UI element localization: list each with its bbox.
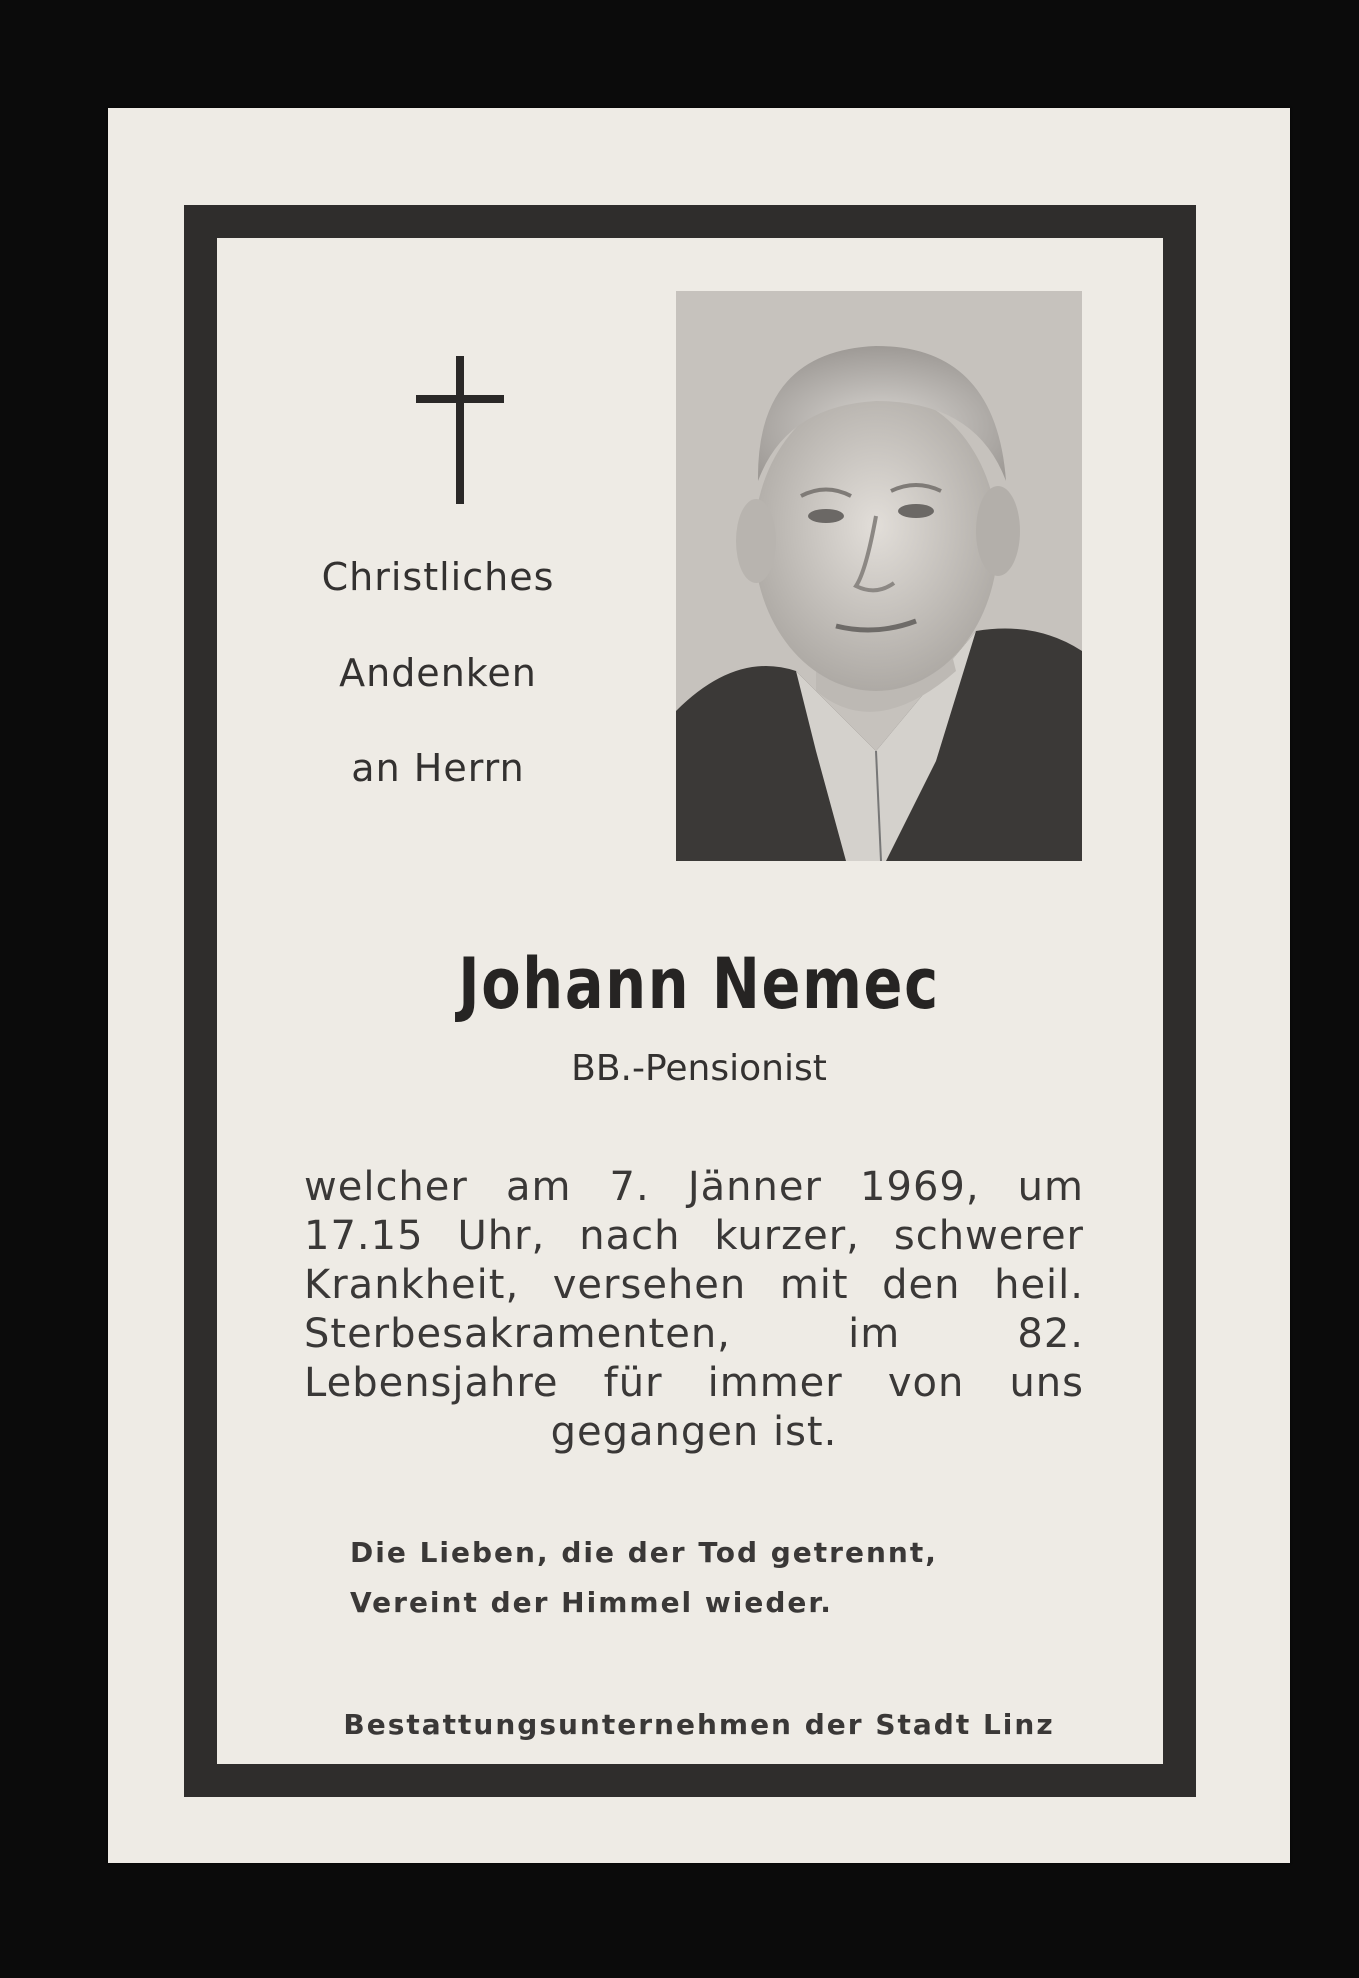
intro-line-andenken: Andenken: [339, 651, 537, 695]
memorial-card: [108, 108, 1290, 1863]
deceased-name: Johann Nemec: [458, 943, 940, 1025]
intro-line-christliches: Christliches: [321, 555, 555, 599]
verse-line-2: Vereint der Himmel wieder.: [350, 1586, 833, 1619]
verse: [350, 1528, 1070, 1628]
occupation: BB.-Pensionist: [571, 1048, 827, 1089]
verse-line-1: Die Lieben, die der Tod getrennt,: [350, 1536, 938, 1569]
funeral-home: Bestattungsunternehmen der Stadt Linz: [343, 1708, 1055, 1741]
portrait-photo: [676, 291, 1082, 861]
cross-icon: [416, 356, 504, 504]
intro-line-an-herrn: an Herrn: [351, 746, 525, 790]
death-notice-text: welcher am 7. Jänner 1969, um 17.15 Uhr, nach kurzer, schwerer Krankheit, versehen mit den heil. Sterbesakramenten, im 82. Lebensjahre für immer von uns gegangen ist.: [304, 1164, 1084, 1455]
